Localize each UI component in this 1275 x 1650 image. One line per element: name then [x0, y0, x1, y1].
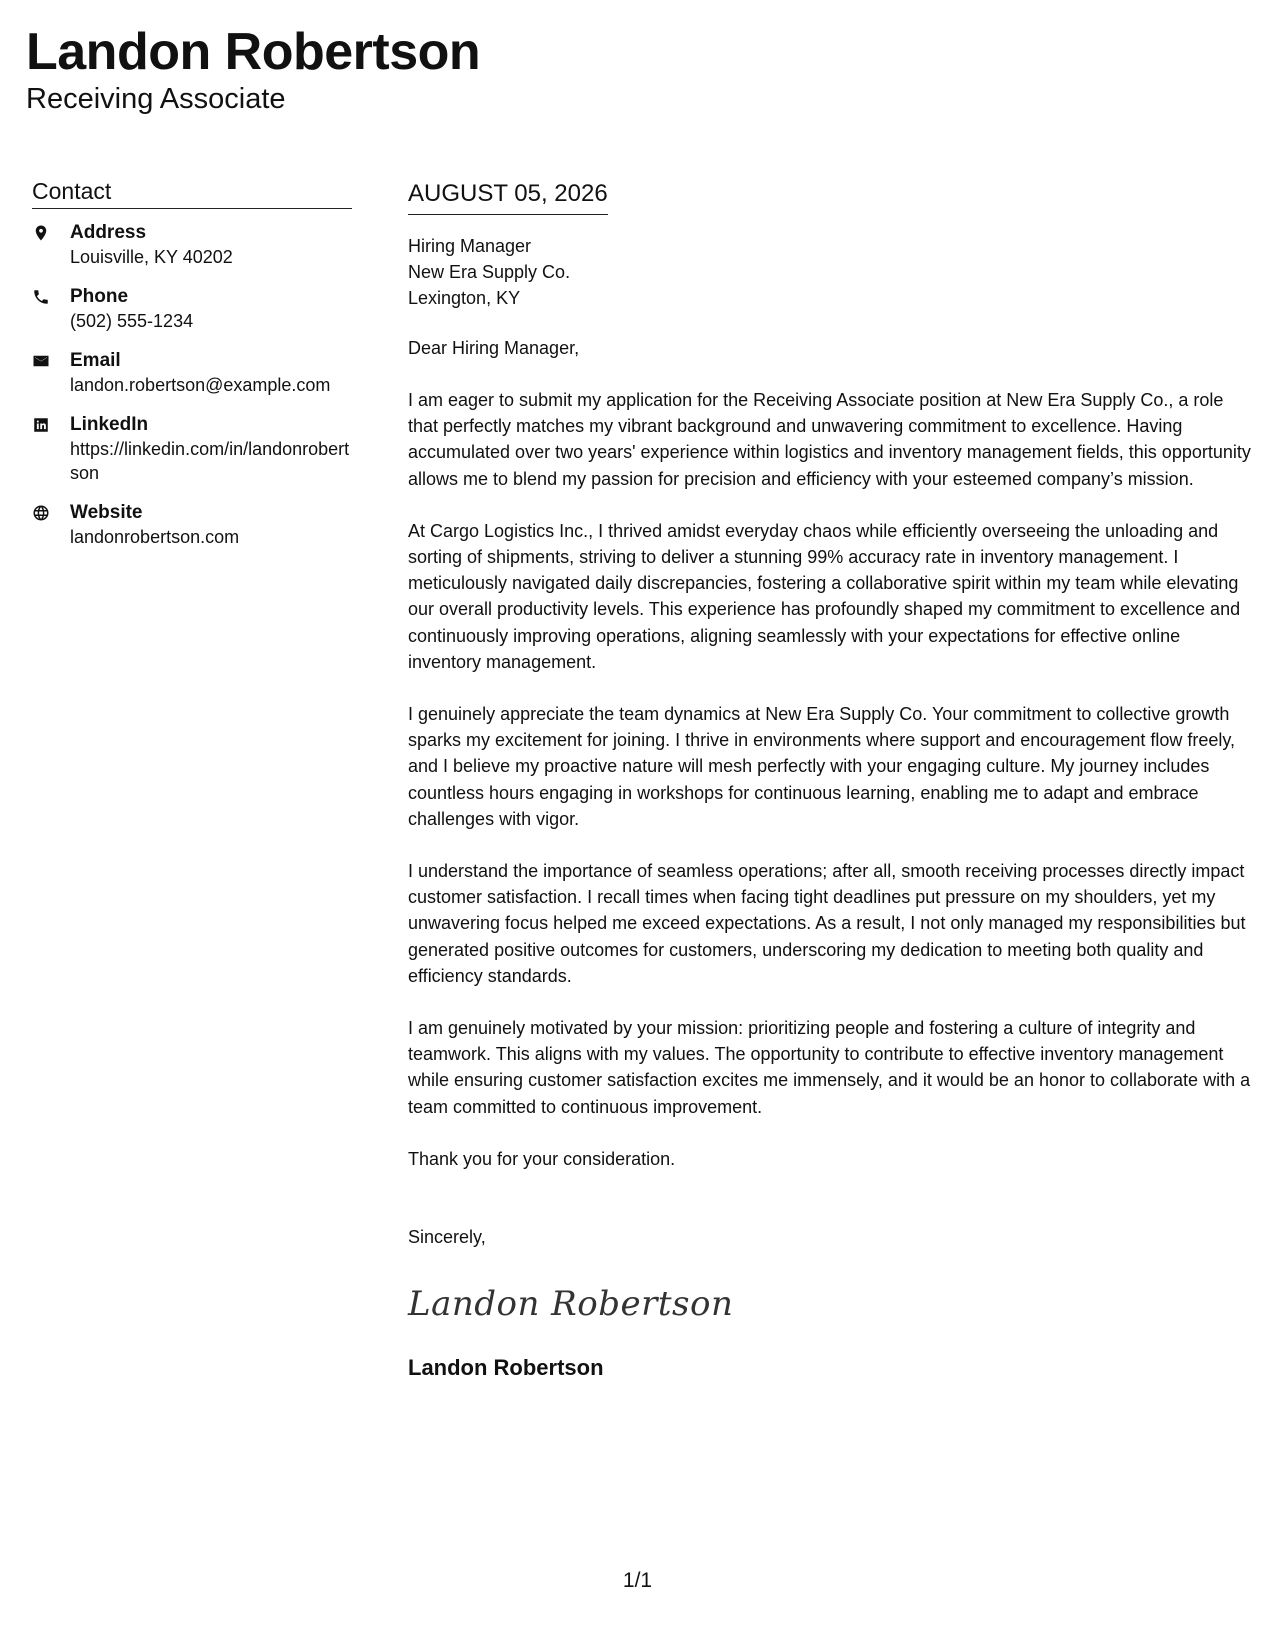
contact-label: Email — [70, 350, 121, 371]
address-value: Louisville, KY 40202 — [70, 247, 233, 267]
contact-label: Address — [70, 222, 147, 243]
contact-item-linkedin — [32, 413, 352, 485]
body-paragraph: I genuinely appreciate the team dynamics at New Era Supply Co. Your commitment to collective growth sparks my excitement for joining. I thrive in environments where support and encouragement flow freely, and I believe my proactive nature will mesh perfectly with your engaging culture. My journey includes countless hours engaging in workshops for continuous learning, enabling me to adapt and embrace challenges with vigor. — [408, 704, 1236, 829]
contact-label: Phone — [70, 286, 129, 307]
contact-sidebar — [32, 176, 352, 565]
body-paragraph: I understand the importance of seamless operations; after all, smooth receiving processes directly impact customer satisfaction. I recall times when facing tight deadlines put pressure on my shoulders, yet my unwavering focus helped me exceed expectations. As a result, I not only managed my responsibilities but generated positive outcomes for customers, underscoring my dedication to meeting both quality and efficiency standards. — [408, 861, 1246, 986]
letter-date: AUGUST 05, 2026 — [408, 178, 608, 215]
handwritten-signature: Landon Robertson — [408, 1284, 734, 1325]
contact-heading: Contact — [32, 176, 352, 209]
contact-item-email — [32, 349, 352, 397]
letter-header — [26, 22, 480, 116]
signed-name: Landon Robertson — [408, 1355, 604, 1381]
contact-item-phone — [32, 285, 352, 333]
envelope-icon — [32, 349, 70, 373]
phone-value: (502) 555-1234 — [70, 311, 194, 331]
linkedin-link[interactable]: https://linkedin.com/in/landonrobertson — [70, 439, 350, 483]
body-paragraph: At Cargo Logistics Inc., I thrived amidst everyday chaos while efficiently overseeing the unloading and sorting of shipments, striving to deliver a stunning 99% accuracy rate in inventory management. I meticulously navigated daily discrepancies, fostering a collaborative spirit within my team while elevating our overall productivity levels. This experience has profoundly shaped my commitment to excellence and continuously improving operations, aligning seamlessly with your expectations for effective online inventory management. — [408, 520, 1241, 672]
salutation: Dear Hiring Manager, — [408, 338, 580, 358]
globe-icon — [32, 501, 70, 525]
body-paragraph: I am eager to submit my application for the Receiving Associate position at New Era Supply Co., a role that perfectly matches my vibrant background and unwavering commitment to excellence. Having accumulated over two years' experience within logistics and inventory management fields, this opportunity allows me to blend my passion for precision and efficiency with your esteemed company’s mission. — [408, 390, 1251, 489]
closing: Sincerely, — [408, 1227, 486, 1248]
letter-body — [408, 178, 1253, 1382]
applicant-job-title: Receiving Associate — [26, 83, 286, 115]
page-number: 1/1 — [622, 1569, 653, 1592]
recipient-company: New Era Supply Co. — [408, 262, 571, 282]
website-link[interactable]: landonrobertson.com — [70, 527, 240, 547]
contact-item-website — [32, 501, 352, 549]
linkedin-icon — [32, 413, 70, 437]
contact-label: Website — [70, 502, 143, 523]
recipient-block — [408, 233, 1253, 311]
contact-label: LinkedIn — [70, 414, 149, 435]
body-paragraph: I am genuinely motivated by your mission: prioritizing people and fostering a culture of integrity and teamwork. This aligns with my values. The opportunity to contribute to effective inventory management while ensuring customer satisfaction excites me immensely, and it would be an honor to collaborate with a team committed to continuous improvement. — [408, 1018, 1251, 1117]
contact-item-address — [32, 221, 352, 269]
applicant-name: Landon Robertson — [26, 23, 481, 81]
body-paragraph: Thank you for your consideration. — [408, 1148, 676, 1169]
location-pin-icon — [32, 221, 70, 245]
email-value: landon.robertson@example.com — [70, 375, 331, 395]
recipient-title: Hiring Manager — [408, 236, 532, 256]
recipient-location: Lexington, KY — [408, 288, 521, 308]
phone-icon — [32, 285, 70, 309]
